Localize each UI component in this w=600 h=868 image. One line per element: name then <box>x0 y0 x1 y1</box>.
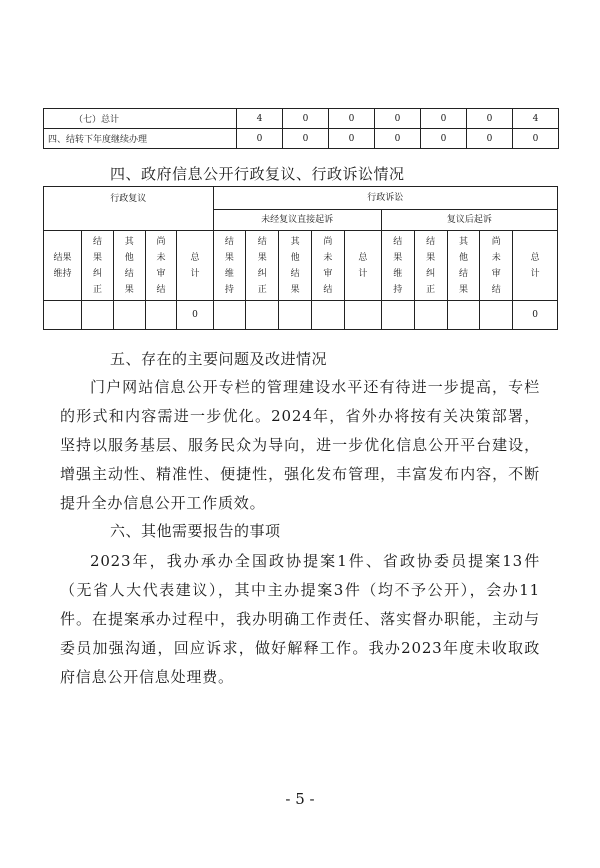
table-cell: 0 <box>421 129 467 149</box>
column-header: 结果纠正 <box>82 231 114 301</box>
table-cell: 0 <box>177 301 213 330</box>
column-header: 其他结果 <box>447 231 480 301</box>
column-header: 尚未审结 <box>311 231 344 301</box>
table-cell <box>381 301 414 330</box>
table-cell: 4 <box>513 109 559 129</box>
table-cell <box>447 301 480 330</box>
column-header: 结果维持 <box>44 231 82 301</box>
table-row <box>44 187 558 210</box>
table-cell: 0 <box>375 129 421 149</box>
table-cell: 0 <box>467 109 513 129</box>
column-header: 尚未审结 <box>145 231 177 301</box>
table-cell: 0 <box>467 129 513 149</box>
column-header: 总计 <box>513 231 558 301</box>
column-header: 结果纠正 <box>414 231 447 301</box>
row-label: 四、结转下年度继续办理 <box>44 129 237 149</box>
section6-heading: 六、其他需要报告的事项 <box>110 522 281 540</box>
table-cell: 4 <box>237 109 283 129</box>
page-number: - 5 - <box>285 790 315 808</box>
section6-paragraph: 2023年，我办承办全国政协提案1件、省政协委员提案13件（无省人大代表建议），其中主办提案3件（均不予公开），会办11件。在提案承办过程中，我办明确工作责任、落实督办职能，主动与委员加强沟通，回应诉求，做好解释工作。我办2023年度未收取政府信息公开信息处理费。 <box>60 552 540 686</box>
table-cell: 0 <box>329 129 375 149</box>
table-row <box>44 301 558 330</box>
table-cell <box>279 301 312 330</box>
table-cell <box>213 301 246 330</box>
after-review-header: 复议后起诉 <box>381 210 557 231</box>
table-cell <box>82 301 114 330</box>
review-litigation-table <box>43 186 558 330</box>
table-cell <box>311 301 344 330</box>
section5-heading: 五、存在的主要问题及改进情况 <box>110 350 328 368</box>
admin-review-header: 行政复议 <box>44 187 214 231</box>
table-cell <box>44 301 82 330</box>
table-row <box>44 109 559 129</box>
column-header: 其他结果 <box>113 231 145 301</box>
table-cell <box>145 301 177 330</box>
table-cell: 0 <box>513 301 558 330</box>
direct-litigation-header: 未经复议直接起诉 <box>213 210 381 231</box>
table-cell: 0 <box>237 129 283 149</box>
table-cell <box>113 301 145 330</box>
table-cell <box>480 301 513 330</box>
table-cell: 0 <box>283 109 329 129</box>
table-cell <box>414 301 447 330</box>
admin-litigation-header: 行政诉讼 <box>213 187 558 210</box>
column-header: 尚未审结 <box>480 231 513 301</box>
column-header: 总计 <box>344 231 381 301</box>
section5-paragraph: 门户网站信息公开专栏的管理建设水平还有待进一步提高，专栏的形式和内容需进一步优化。2024年，省外办将按有关决策部署，坚持以服务基层、服务民众为导向，进一步优化信息公开平台建设，增强主动性、精准性、便捷性，强化发布管理，丰富发布内容，不断提升全办信息公开工作质效。 <box>60 378 540 512</box>
section4-heading: 四、政府信息公开行政复议、行政诉讼情况 <box>110 165 405 183</box>
column-header: 结果维持 <box>381 231 414 301</box>
row-label: （七）总计 <box>44 109 237 129</box>
column-header: 结果纠正 <box>246 231 279 301</box>
table-cell: 0 <box>329 109 375 129</box>
table-cell: 0 <box>421 109 467 129</box>
column-header: 总计 <box>177 231 213 301</box>
summary-table <box>43 108 559 149</box>
table-row <box>44 129 559 149</box>
column-header: 其他结果 <box>279 231 312 301</box>
table-cell <box>344 301 381 330</box>
table-cell: 0 <box>513 129 559 149</box>
table-cell <box>246 301 279 330</box>
table-row <box>44 231 558 301</box>
column-header: 结果维持 <box>213 231 246 301</box>
table-cell: 0 <box>283 129 329 149</box>
table-cell: 0 <box>375 109 421 129</box>
